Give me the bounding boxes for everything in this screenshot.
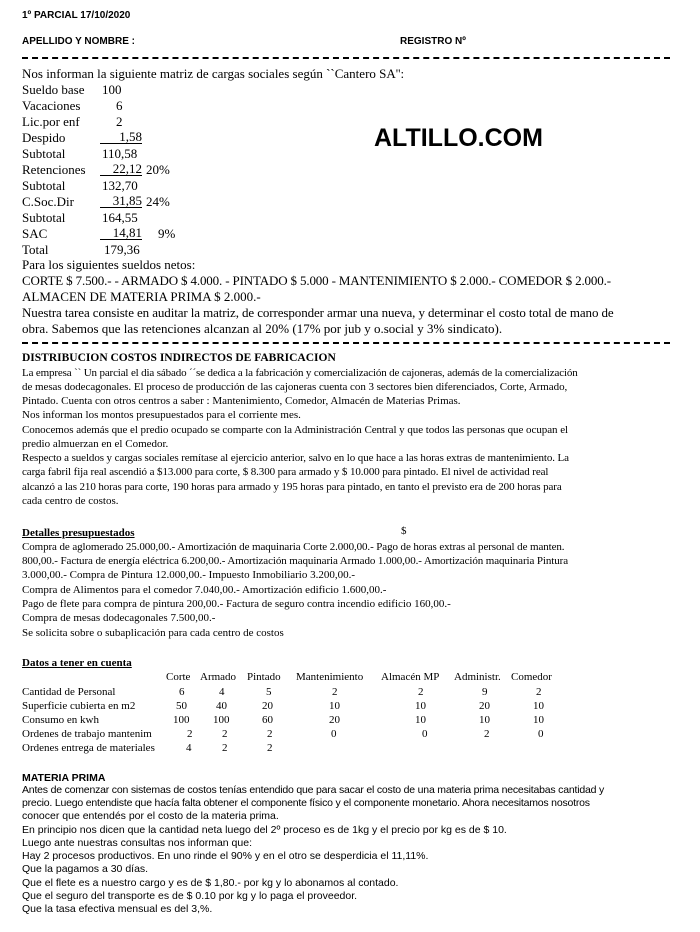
detalles-line: 800,00.- Factura de energía eléctrica 6.200,00.- Amortización maquinaria Armado 1.000,00.- Amortización maquinaria Pintura	[22, 555, 568, 567]
name-label: APELLIDO Y NOMBRE :	[22, 36, 135, 47]
table-cell: 0	[331, 728, 337, 740]
table-cell: 2	[484, 728, 490, 740]
watermark-logo: ALTILLO.COM	[374, 124, 543, 152]
matrix-value: 1,58	[100, 130, 142, 144]
table-row-label: Ordenes entrega de materiales	[22, 742, 155, 754]
mp-line: Que el flete es a nuestro cargo y es de $ 1,80.- por kg y lo abonamos al contado.	[22, 877, 399, 889]
registro-label: REGISTRO Nº	[400, 36, 466, 47]
matrix-pct: 9%	[158, 226, 176, 241]
table-cell: 40	[216, 700, 227, 712]
task-line-1: Nuestra tarea consiste en auditar la matriz, de corresponder armar una nueva, y determinar el costo total de mano de	[22, 305, 614, 320]
matrix-row	[22, 178, 138, 194]
detalles-line: Pago de flete para compra de pintura 200,00.- Factura de seguro contra incendio edificio 160,00.-	[22, 598, 451, 610]
separator-middle	[22, 342, 670, 344]
table-cell: 10	[479, 714, 490, 726]
matrix-label: Retenciones	[22, 162, 86, 177]
detalles-line: Compra de Alimentos para el comedor 7.040,00.- Amortización edificio 1.600,00.-	[22, 584, 387, 596]
separator-top	[22, 57, 670, 59]
matrix-label: Subtotal	[22, 146, 66, 161]
mp-line: conocer que entendés por el costo de la materia prima.	[22, 810, 279, 822]
cif-line: predio almuerzan en el Comedor.	[22, 438, 169, 450]
table-cell: 50	[176, 700, 187, 712]
table-cell: 6	[179, 686, 185, 698]
table-header: Almacén MP	[381, 671, 440, 683]
table-cell: 10	[329, 700, 340, 712]
matrix-label: C.Soc.Dir	[22, 194, 74, 209]
matrix-value: 164,55	[102, 210, 138, 225]
cif-line: cada centro de costos.	[22, 495, 119, 507]
matrix-row	[22, 242, 140, 258]
matrix-label: Despido	[22, 130, 66, 145]
matrix-intro: Nos informan la siguiente matriz de cargas sociales según ``Cantero SA'':	[22, 66, 405, 81]
table-cell: 2	[267, 728, 273, 740]
mp-line: Que la pagamos a 30 días.	[22, 863, 149, 875]
matrix-value: 100	[102, 82, 122, 97]
matrix-value: 132,70	[102, 178, 138, 193]
table-cell: 10	[533, 714, 544, 726]
table-cell: 20	[479, 700, 490, 712]
matrix-row	[22, 161, 170, 178]
table-cell: 10	[415, 700, 426, 712]
sueldos-line-1: CORTE $ 7.500.- - ARMADO $ 4.000. - PINTADO $ 5.000 - MANTENIMIENTO $ 2.000.- COMEDOR $ 2.000.-	[22, 273, 611, 288]
detalles-line: Compra de mesas dodecagonales 7.500,00.-	[22, 612, 216, 624]
table-header: Mantenimiento	[296, 671, 364, 683]
table-cell: 20	[262, 700, 273, 712]
table-cell: 10	[415, 714, 426, 726]
table-row-label: Superficie cubierta en m2	[22, 700, 136, 712]
mp-line: Que la tasa efectiva mensual es del 3,%.	[22, 903, 213, 915]
sueldos-line-2: ALMACEN DE MATERIA PRIMA $ 2.000.-	[22, 289, 261, 304]
table-header: Comedor	[511, 671, 552, 683]
detalles-line: 3.000,00.- Compra de Pintura 12.000,00.- Impuesto Inmobiliario 3.200,00.-	[22, 569, 356, 581]
table-header: Pintado	[247, 671, 281, 683]
table-cell: 2	[536, 686, 542, 698]
detalles-currency: $	[401, 525, 407, 537]
cif-line: Respecto a sueldos y cargas sociales remítase al ejercicio anterior, salvo en lo que hace a las horas extras de mantenimiento. La	[22, 452, 569, 464]
matrix-row	[22, 82, 122, 98]
matrix-value: 22,12	[100, 162, 142, 176]
detalles-line: Se solicita sobre o subaplicación para cada centro de costos	[22, 627, 284, 639]
table-row-label: Ordenes de trabajo mantenim	[22, 728, 152, 740]
table-header: Administr.	[454, 671, 501, 683]
task-line-2: obra. Sabemos que las retenciones alcanzan al 20% (17% por jub y o.social y 3% sindicato).	[22, 321, 503, 336]
table-cell: 60	[262, 714, 273, 726]
table-row-label: Consumo en kwh	[22, 714, 99, 726]
table-cell: 2	[222, 742, 228, 754]
matrix-label: Total	[22, 242, 49, 257]
mp-line: En principio nos dicen que la cantidad neta luego del 2º proceso es de 1kg y el precio por kg es de $ 10.	[22, 824, 507, 836]
matrix-row	[22, 193, 170, 210]
matrix-value: 110,58	[102, 146, 138, 161]
table-cell: 2	[222, 728, 228, 740]
matrix-row	[22, 114, 123, 130]
table-cell: 9	[482, 686, 488, 698]
matrix-value: 2	[116, 114, 123, 129]
table-header: Armado	[200, 671, 237, 683]
detalles-title: Detalles presupuestados	[22, 527, 135, 539]
matrix-value: 6	[116, 98, 123, 113]
matrix-label: Vacaciones	[22, 98, 81, 113]
cif-line: Pintado. Cuenta con otros centros a saber : Mantenimiento, Comedor, Almacén de Materias Primas.	[22, 395, 461, 407]
mp-line: Luego ante nuestras consultas nos informan que:	[22, 837, 252, 849]
detalles-line: Compra de aglomerado 25.000,00.- Amortización de maquinaria Corte 2.000,00.- Pago de horas extras al personal de manten.	[22, 541, 565, 553]
table-cell: 2	[332, 686, 338, 698]
cif-line: carga fabril fija real ascendió a $13.000 para corte, $ 8.300 para armado y $ 10.000 para pintado. El nivel de actividad real	[22, 466, 549, 478]
matrix-pct: 24%	[146, 194, 170, 209]
sueldos-intro: Para los siguientes sueldos netos:	[22, 257, 196, 272]
table-cell: 0	[538, 728, 544, 740]
table-row-label: Cantidad de Personal	[22, 686, 116, 698]
cif-title: DISTRIBUCION COSTOS INDIRECTOS DE FABRICACION	[22, 352, 336, 364]
matrix-row	[22, 225, 176, 242]
exam-title: 1º PARCIAL 17/10/2020	[22, 10, 131, 21]
cif-line: Nos informan los montos presupuestados para el corriente mes.	[22, 409, 301, 421]
matrix-pct: 20%	[146, 162, 170, 177]
cif-line: de mesas dodecagonales. El proceso de producción de las cajoneras cuenta con 3 sectores bien diferenciados, Corte, Armado,	[22, 381, 568, 393]
matrix-row	[22, 210, 138, 226]
mp-line: precio. Luego entendiste que hacía falta obtener el componente físico y el componente monetario. Ahora necesitamos nosotros	[22, 797, 590, 809]
table-cell: 100	[213, 714, 230, 726]
matrix-label: Subtotal	[22, 178, 66, 193]
cif-line: alcanzó a las 210 horas para corte, 190 horas para armado y 195 horas para pintado, en tanto el previsto era de 200 horas para	[22, 481, 562, 493]
matrix-label: SAC	[22, 226, 48, 241]
cif-line: La empresa `` Un parcial el dia sábado ´´se dedica a la fabricación y comercialización de cajoneras, además de la comercialización	[22, 367, 578, 379]
matrix-row	[22, 129, 142, 146]
matrix-value: 179,36	[104, 242, 140, 257]
matrix-label: Subtotal	[22, 210, 66, 225]
matrix-row	[22, 98, 123, 114]
table-cell: 4	[186, 742, 192, 754]
mp-line: Antes de comenzar con sistemas de costos tenías entendido que para sacar el costo de una materia prima necesitabas cantidad y	[22, 784, 605, 796]
matrix-value: 14,81	[100, 226, 142, 240]
mp-line: Hay 2 procesos productivos. En uno rinde el 90% y en el otro se desperdicia el 11,11%.	[22, 850, 429, 862]
cif-line: Conocemos además que el predio ocupado se comparte con la Administración Central y que todos las personas que ocupan el	[22, 424, 569, 436]
table-cell: 10	[533, 700, 544, 712]
table-cell: 5	[266, 686, 272, 698]
table-cell: 20	[329, 714, 340, 726]
mp-line: Que el seguro del transporte es de $ 0.10 por kg y lo paga el proveedor.	[22, 890, 358, 902]
table-cell: 2	[267, 742, 273, 754]
matrix-label: Lic.por enf	[22, 114, 80, 129]
matrix-label: Sueldo base	[22, 82, 85, 97]
materia-prima-title: MATERIA PRIMA	[22, 772, 106, 784]
table-header: Corte	[166, 671, 191, 683]
table-cell: 100	[173, 714, 190, 726]
table-cell: 2	[418, 686, 424, 698]
matrix-row	[22, 146, 138, 162]
matrix-value: 31,85	[100, 194, 142, 208]
table-cell: 4	[219, 686, 225, 698]
datos-title: Datos a tener en cuenta	[22, 657, 132, 669]
table-cell: 2	[187, 728, 193, 740]
table-cell: 0	[422, 728, 428, 740]
